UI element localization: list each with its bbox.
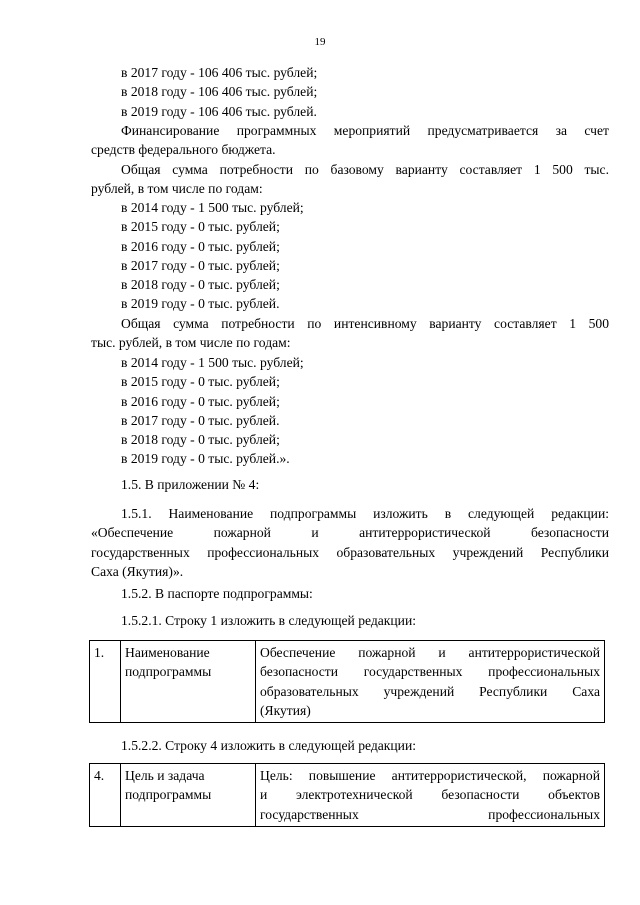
section-1-5 (91, 475, 609, 494)
section-heading: 1.5.2.2. Строку 4 изложить в следующей редакции: (121, 738, 416, 753)
funding-lines-c (91, 353, 609, 469)
section-heading: 1.5. В приложении № 4: (121, 477, 260, 492)
text-line: в 2019 году - 0 тыс. рублей. (121, 296, 280, 312)
text-line: в 2016 году - 0 тыс. рублей; (121, 238, 280, 254)
cell-line: государственных профессиональных (260, 806, 600, 822)
cell-line: образовательных учреждений Республики Саха (260, 683, 600, 699)
cell-line: безопасности государственных профессиональных (260, 664, 600, 680)
row-name-cell: Цель и задача подпрограммы (121, 764, 256, 827)
section-1-5-2-1 (91, 611, 609, 630)
text-line: в 2015 году - 0 тыс. рублей; (121, 374, 280, 390)
text-line: в 2014 году - 1 500 тыс. рублей; (121, 355, 304, 370)
cell-line: (Якутия) (260, 702, 311, 718)
text-line: в 2018 году - 106 406 тыс. рублей; (121, 84, 318, 100)
text-line: рублей, в том числе по годам: (91, 181, 263, 197)
cell-line: Цель: повышение антитеррористической, пожарной (260, 768, 600, 783)
text-line: в 2014 году - 1 500 тыс. рублей; (121, 200, 304, 215)
text-line: в 2017 году - 0 тыс. рублей; (121, 257, 280, 273)
text-line: в 2017 году - 0 тыс. рублей. (121, 412, 280, 428)
paragraph-intensive-variant (91, 314, 609, 353)
paragraph-base-variant (91, 160, 609, 199)
section-1-5-1 (91, 504, 609, 581)
text-line: Финансирование программных мероприятий предусматривается за счет (121, 123, 609, 138)
section-1-5-2 (91, 584, 609, 603)
cell-line: и электротехнической безопасности объектов (260, 787, 600, 803)
row-number-cell: 1. (90, 641, 121, 723)
paragraph-federal (91, 121, 609, 160)
text-line: «Обеспечение пожарной и антитеррористической безопасности (91, 525, 609, 541)
row-value-cell (256, 764, 605, 827)
text-line: средств федерального бюджета. (91, 142, 276, 158)
funding-lines-a (91, 63, 609, 121)
row-name-cell: Наименование подпрограммы (121, 641, 256, 723)
text-line: тыс. рублей, в том числе по годам: (91, 335, 291, 351)
text-line: в 2018 году - 0 тыс. рублей; (121, 277, 280, 293)
text-line: в 2019 году - 0 тыс. рублей.». (121, 451, 290, 467)
page-number: 19 (314, 36, 326, 48)
text-line: в 2019 году - 106 406 тыс. рублей. (121, 103, 317, 119)
table-row (90, 641, 605, 723)
funding-lines-b (91, 198, 609, 314)
text-line: в 2017 году - 106 406 тыс. рублей; (121, 65, 318, 80)
row-number-cell: 4. (90, 764, 121, 827)
text-line: государственных профессиональных образовательных учреждений Республики (91, 544, 609, 560)
section-heading: 1.5.2. В паспорте подпрограммы: (121, 586, 313, 601)
passport-table-row-1 (89, 640, 605, 723)
text-line: в 2016 году - 0 тыс. рублей; (121, 393, 280, 409)
text-line: в 2015 году - 0 тыс. рублей; (121, 219, 280, 235)
text-line: в 2018 году - 0 тыс. рублей; (121, 432, 280, 448)
text-line: Общая сумма потребности по базовому варианту составляет 1 500 тыс. (121, 162, 609, 177)
section-heading: 1.5.2.1. Строку 1 изложить в следующей редакции: (121, 613, 416, 628)
cell-line: Обеспечение пожарной и антитеррористической (260, 645, 600, 660)
text-line: Саха (Якутия)». (91, 563, 184, 579)
section-1-5-2-2 (91, 736, 609, 755)
text-line: 1.5.1. Наименование подпрограммы изложить в следующей редакции: (121, 506, 609, 521)
text-line: Общая сумма потребности по интенсивному варианту составляет 1 500 (121, 316, 609, 331)
passport-table-row-4 (89, 763, 605, 827)
table-row (90, 764, 605, 827)
row-value-cell (256, 641, 605, 723)
